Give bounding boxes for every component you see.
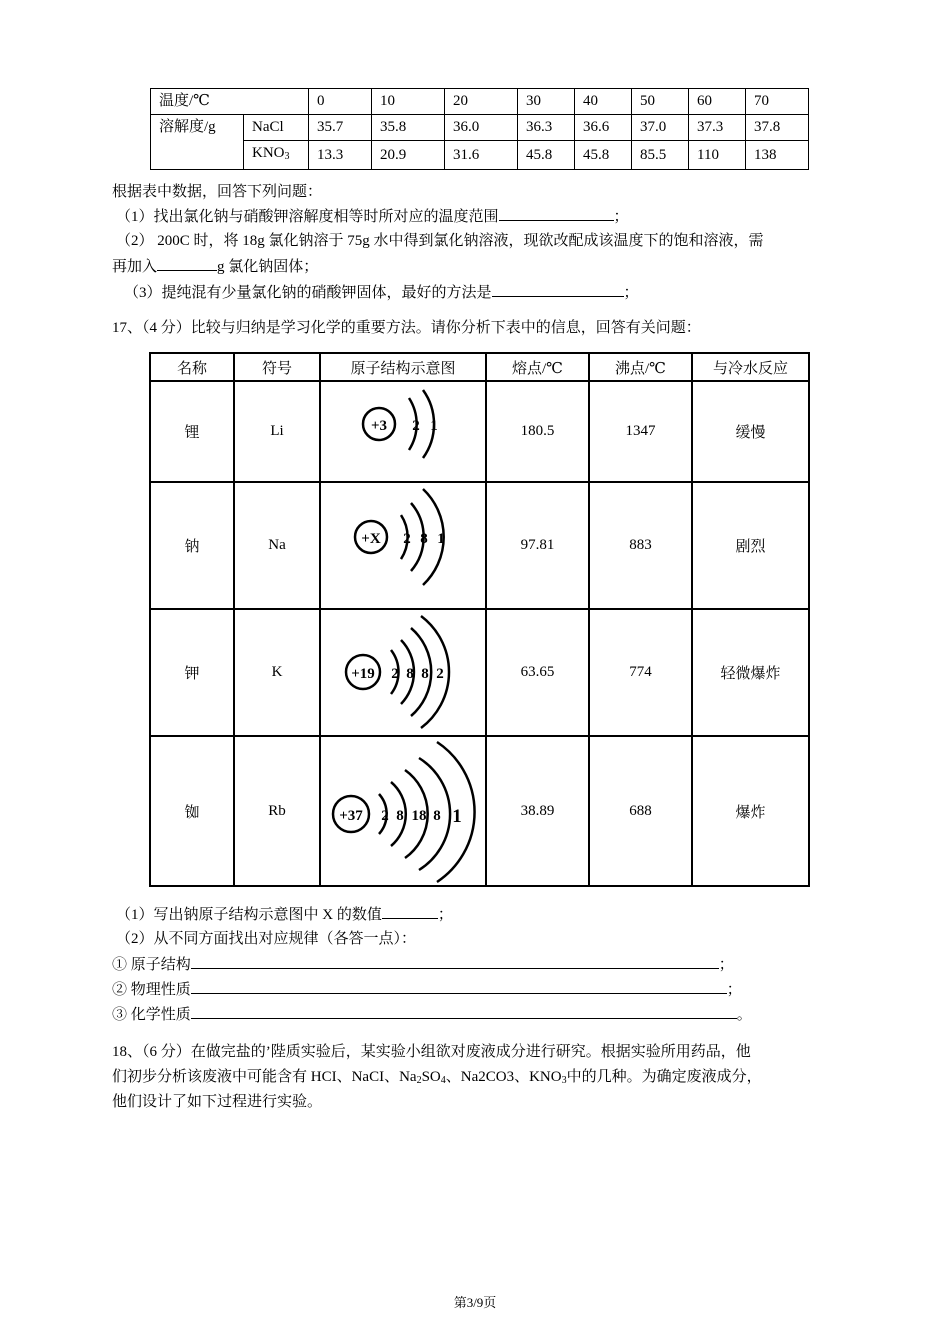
q16-q1-end: ； [613, 209, 629, 225]
answer-blank[interactable] [492, 282, 624, 297]
temp-cell: 10 [372, 89, 445, 115]
nucleus-charge: +X [361, 530, 381, 547]
element-name: 锂 [150, 381, 234, 482]
nacl-cell: 36.0 [445, 115, 518, 141]
answer-blank[interactable] [157, 256, 217, 271]
element-symbol: Na [234, 482, 320, 609]
answer-blank[interactable] [499, 206, 614, 221]
kno3-row [151, 141, 809, 170]
q18-line-1: 18、（6 分）在做完盐的’陛质实验后，某实验小组欲对废液成分进行研究。根据实验所用药品，他 [112, 1044, 751, 1060]
q16-q2-line2 [112, 256, 318, 277]
melting-point: 180.5 [486, 381, 589, 482]
q17-sub-1 [116, 904, 453, 925]
answer-blank[interactable] [191, 979, 727, 994]
solubility-table [150, 88, 809, 170]
q17-item1-end: ； [718, 957, 734, 973]
boiling-point: 883 [589, 482, 692, 609]
temp-cell: 60 [689, 89, 746, 115]
nacl-row [151, 115, 809, 141]
q18-line-3: 他们设计了如下过程进行实验。 [112, 1094, 323, 1110]
shell-electrons: 1 [430, 417, 438, 434]
nacl-cell: 37.8 [746, 115, 809, 141]
nacl-cell: 35.8 [372, 115, 445, 141]
reaction: 轻微爆炸 [692, 609, 809, 736]
header-structure: 原子结构示意图 [320, 353, 486, 381]
q17-item1-text: ① 原子结构 [112, 957, 191, 973]
q16-question-3 [124, 282, 639, 303]
melting-point: 63.65 [486, 609, 589, 736]
solubility-label: 溶解度/g [151, 115, 244, 170]
header-name: 名称 [150, 353, 234, 381]
nacl-cell: 35.7 [309, 115, 372, 141]
kno3-label-sub: 3 [284, 151, 290, 162]
kno3-label-main: KNO [252, 145, 285, 161]
nacl-cell: 36.6 [575, 115, 632, 141]
element-name: 铷 [150, 736, 234, 886]
q18-text: 们初步分析该废液中可能含有 HCI、NaCI、Na [112, 1069, 417, 1085]
kno3-label [244, 141, 309, 170]
atom-diagram-li [320, 381, 486, 482]
nacl-cell: 36.3 [518, 115, 575, 141]
melting-point: 97.81 [486, 482, 589, 609]
temp-cell: 70 [746, 89, 809, 115]
boiling-point: 688 [589, 736, 692, 886]
shell-electrons: 2 [412, 417, 420, 434]
element-symbol: Rb [234, 736, 320, 886]
q17-item3-end: 。 [736, 1007, 752, 1023]
temp-cell: 30 [518, 89, 575, 115]
atom-diagram-k [320, 609, 486, 736]
kno3-cell: 13.3 [309, 141, 372, 170]
kno3-cell: 110 [689, 141, 746, 170]
q18-text: SO [421, 1069, 441, 1085]
q16-q2-text: 再加入 [112, 259, 158, 275]
header-melting: 熔点/℃ [486, 353, 589, 381]
element-row-li [150, 381, 809, 482]
q16-intro: 根据表中数据，回答下列问题： [112, 184, 323, 200]
q17-item2-text: ② 物理性质 [112, 982, 191, 998]
nucleus-charge: +3 [370, 417, 388, 434]
q18-text: 、Na2CO3、KNO [445, 1069, 562, 1085]
q17-item-3 [112, 1004, 752, 1025]
q16-q1-text: （1）找出氯化钠与硝酸钾溶解度相等时所对应的温度范围 [116, 209, 499, 225]
nacl-cell: 37.3 [689, 115, 746, 141]
element-symbol: K [234, 609, 320, 736]
element-row-rb [150, 736, 809, 886]
subscript: 3 [561, 1075, 567, 1086]
q16-q3-end: ； [623, 285, 639, 301]
element-row-na [150, 482, 809, 609]
q16-question-1 [116, 206, 629, 227]
header-boiling: 沸点/℃ [589, 353, 692, 381]
header-symbol: 符号 [234, 353, 320, 381]
kno3-cell: 20.9 [372, 141, 445, 170]
nacl-cell: 37.0 [632, 115, 689, 141]
shell-electrons: 1 [437, 530, 445, 547]
nucleus-charge: +19 [351, 665, 375, 682]
kno3-cell: 138 [746, 141, 809, 170]
nucleus-charge: +37 [339, 808, 363, 824]
temp-cell: 0 [309, 89, 372, 115]
element-table [149, 352, 810, 887]
nacl-label: NaCl [244, 115, 309, 141]
shell-electrons: 18 [411, 808, 427, 824]
melting-point: 38.89 [486, 736, 589, 886]
page-number: 第3/9页 [453, 1295, 497, 1310]
temperature-row [151, 89, 809, 115]
q16-q2-end: g 氯化钠固体； [217, 259, 319, 275]
shell-electrons: 8 [396, 808, 404, 824]
answer-blank[interactable] [382, 904, 438, 919]
kno3-cell: 45.8 [575, 141, 632, 170]
atom-diagram-na [320, 482, 486, 609]
shell-electrons: 2 [436, 665, 444, 682]
reaction: 剧烈 [692, 482, 809, 609]
shell-electrons: 2 [381, 808, 389, 824]
q17-item2-end: ； [726, 982, 742, 998]
atom-diagram-na-svg [323, 485, 483, 607]
shell-electrons: 1 [452, 806, 462, 827]
header-reaction: 与冷水反应 [692, 353, 809, 381]
element-symbol: Li [234, 381, 320, 482]
atom-diagram-li-svg [323, 384, 483, 480]
kno3-cell: 45.8 [518, 141, 575, 170]
answer-blank[interactable] [191, 1004, 737, 1019]
temp-cell: 50 [632, 89, 689, 115]
answer-blank[interactable] [191, 954, 719, 969]
element-name: 钾 [150, 609, 234, 736]
boiling-point: 1347 [589, 381, 692, 482]
subscript: 4 [440, 1075, 446, 1086]
q17-sub1-text: （1）写出钠原子结构示意图中 X 的数值 [116, 907, 382, 923]
q17-sub1-end: ； [437, 907, 453, 923]
q18-text: 中的几种。为确定废液成分， [566, 1069, 762, 1085]
reaction: 爆炸 [692, 736, 809, 886]
temp-label: 温度/℃ [151, 89, 309, 115]
atom-diagram-rb-svg [323, 738, 483, 884]
atom-diagram-rb [320, 736, 486, 886]
shell-electrons: 2 [403, 530, 411, 547]
element-table-header [150, 353, 809, 381]
q17-sub-2: （2）从不同方面找出对应规律（各答一点）： [116, 931, 417, 947]
q16-q2-line1: （2） 200C 时，将 18g 氯化钠溶于 75g 水中得到氯化钠溶液，现欲改配成该温度下的饱和溶液，需 [116, 233, 764, 249]
shell-electrons: 8 [406, 665, 414, 682]
shell-electrons: 8 [420, 530, 428, 547]
kno3-cell: 85.5 [632, 141, 689, 170]
reaction: 缓慢 [692, 381, 809, 482]
element-row-k [150, 609, 809, 736]
kno3-cell: 31.6 [445, 141, 518, 170]
q17-item-1 [112, 954, 734, 975]
q17-item3-text: ③ 化学性质 [112, 1007, 191, 1023]
temp-cell: 40 [575, 89, 632, 115]
q17-item-2 [112, 979, 742, 1000]
q17-title: 17、（4 分）比较与归纳是学习化学的重要方法。请你分析下表中的信息，回答有关问题： [112, 320, 701, 336]
shell-electrons: 8 [421, 665, 429, 682]
element-name: 钠 [150, 482, 234, 609]
shell-electrons: 8 [433, 808, 441, 824]
temp-cell: 20 [445, 89, 518, 115]
shell-electrons: 2 [391, 665, 399, 682]
q16-q3-text: （3）提纯混有少量氯化钠的硝酸钾固体，最好的方法是 [124, 285, 492, 301]
boiling-point: 774 [589, 609, 692, 736]
atom-diagram-k-svg [323, 612, 483, 734]
q18-line-2 [112, 1067, 762, 1091]
subscript: 2 [416, 1075, 422, 1086]
